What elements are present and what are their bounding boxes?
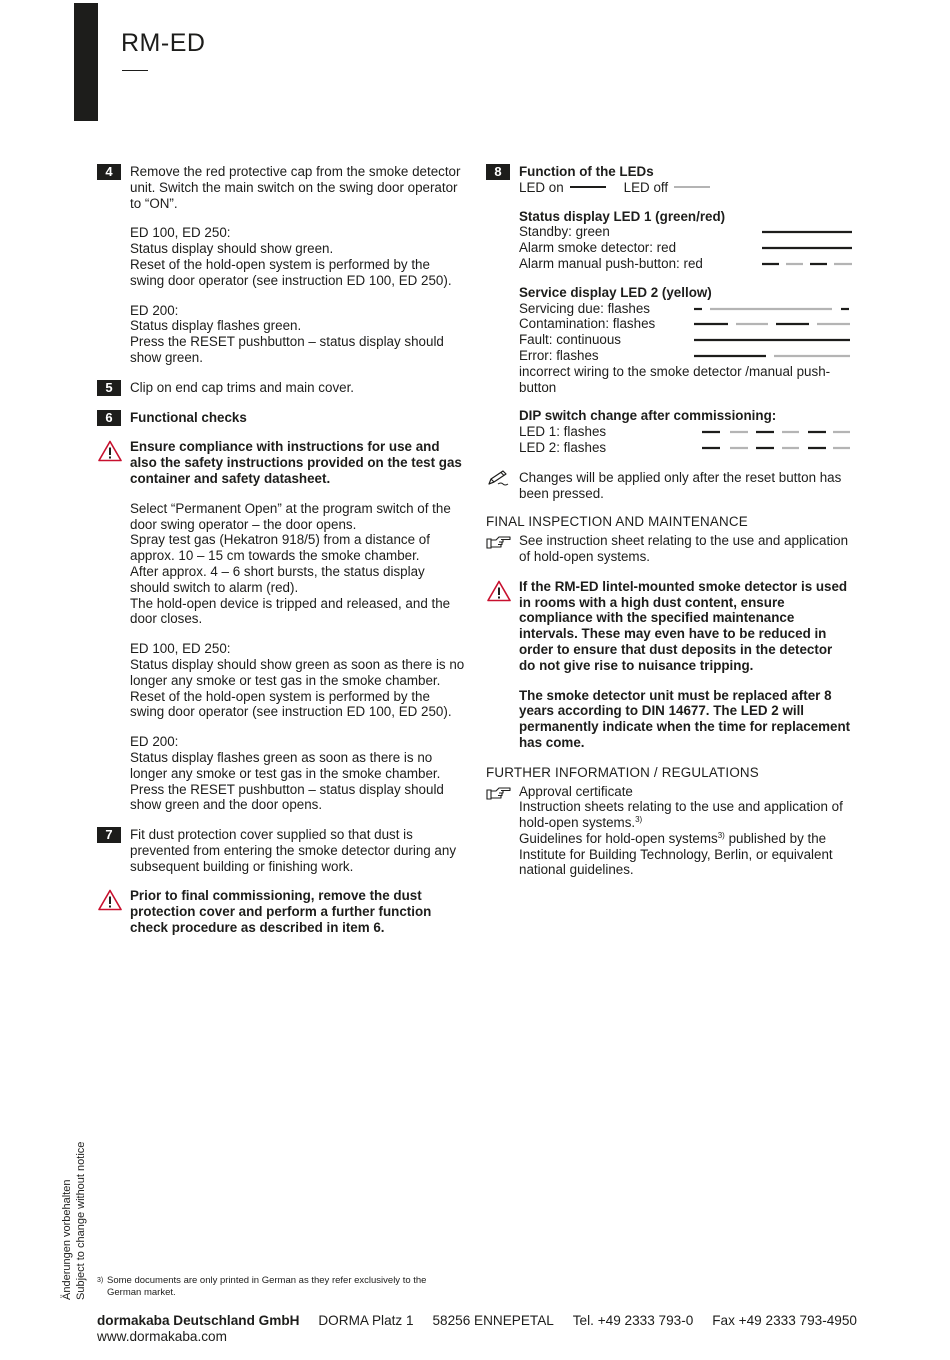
- led-pattern-servicing: [692, 301, 852, 317]
- text-line: Reset of the hold-open system is performed by the swing door operator (see instruction ED 100, ED 250).: [130, 688, 452, 720]
- step-4-ed200-note: [130, 303, 467, 366]
- warning-triangle-icon: [98, 440, 122, 462]
- step-number: 7: [97, 827, 121, 843]
- led-off-label: LED off: [623, 179, 669, 195]
- led-pattern-continuous: [692, 240, 852, 256]
- text-line: Status display flashes green as soon as there is no longer any smoke or test gas in the smoke chamber.: [130, 749, 441, 781]
- right-column: [486, 164, 852, 892]
- text-line: Status display should show green.: [130, 241, 334, 257]
- text-span: published by the Institute for Building Technology, Berlin, or equivalent national guidelines.: [519, 830, 833, 878]
- step-6-title: Functional checks: [130, 409, 247, 425]
- led-row-label: Contamination: flashes: [519, 316, 656, 332]
- step-4-ed100-note: [130, 225, 467, 288]
- text-line: Reset of the hold-open system is performed by the swing door operator (see instruction ED 100, ED 250).: [130, 256, 452, 288]
- final-inspection-reference: [486, 533, 852, 565]
- led-row-label: Error: flashes: [519, 347, 599, 363]
- guidelines-reference: [519, 831, 852, 878]
- footnote-marker: 3): [635, 815, 643, 825]
- text-line: Press the RESET pushbutton – status display should show green.: [130, 334, 444, 365]
- footnote-number: 3): [97, 1277, 104, 1284]
- led-off-line-icon: [674, 185, 710, 189]
- step-number: 4: [97, 164, 121, 180]
- led-row-contamination: [519, 316, 852, 332]
- status-display-title: Status display LED 1 (green/red): [519, 208, 726, 224]
- led-row-error: [519, 348, 852, 364]
- final-inspection-heading: FINAL INSPECTION AND MAINTENANCE: [486, 514, 748, 530]
- text-span: Guidelines for hold-open systems: [519, 830, 718, 846]
- text-line: Status display flashes green.: [130, 318, 302, 334]
- dust-warning: [486, 579, 852, 751]
- led-row-alarm-smoke: [519, 240, 852, 256]
- led-pattern-contamination: [692, 316, 852, 332]
- left-column: [97, 164, 467, 950]
- functional-check-procedure: [130, 501, 467, 627]
- step-7: [97, 827, 467, 874]
- footer: [97, 1313, 857, 1344]
- footnote: [97, 1275, 457, 1299]
- text-line: The hold-open device is tripped and released, and the door closes.: [130, 595, 451, 627]
- step-6-warning: [97, 439, 467, 486]
- city-address: 58256 ENNEPETAL: [432, 1313, 554, 1328]
- led-pattern-dip-led1: [692, 424, 852, 440]
- text-line: ED 100, ED 250:: [130, 225, 231, 241]
- step-5: [97, 380, 467, 396]
- fax: Fax +49 2333 793-4950: [712, 1313, 857, 1328]
- replacement-warning-text: The smoke detector unit must be replaced after 8 years according to DIN 14677. The LED 2 will permanently indicate when the time for replacement has come.: [519, 687, 851, 750]
- step-6: [97, 410, 467, 426]
- pointing-hand-icon: [486, 785, 512, 801]
- footer-address-row: [97, 1313, 857, 1329]
- company-name: dormakaba Deutschland GmbH: [97, 1313, 300, 1328]
- text-line: ED 200:: [130, 734, 179, 750]
- dip-switch-title: DIP switch change after commissioning:: [519, 408, 777, 424]
- led-row-dip-led1: [519, 424, 852, 440]
- dust-warning-text: If the RM-ED lintel-mounted smoke detector is used in rooms with a high dust content, ensure compliance with the specified maintenance intervals. These may even have to be reduced in order to ensure that dust deposits in the detector do not give rise to nuisance tripping.: [519, 578, 848, 673]
- text-line: After approx. 4 – 6 short bursts, the status display should switch to alarm (red).: [130, 563, 425, 595]
- led-row-label: Standby: green: [519, 224, 610, 240]
- led-row-standby: [519, 224, 852, 240]
- led-on-label: LED on: [519, 179, 564, 195]
- step-7-warning: [97, 888, 467, 935]
- warning-triangle-icon: [487, 580, 511, 602]
- pencil-icon: [486, 469, 510, 487]
- step-number: 6: [97, 410, 121, 426]
- error-explanation: incorrect wiring to the smoke detector /manual push-button: [519, 363, 831, 395]
- approval-certificate: Approval certificate: [519, 783, 633, 799]
- led-row-fault: [519, 332, 852, 348]
- led-pattern-continuous: [692, 224, 852, 240]
- led-row-label: Alarm smoke detector: red: [519, 240, 677, 256]
- led-pattern-dip-led2: [692, 440, 852, 456]
- title-underline: [122, 70, 148, 71]
- text-line: ED 100, ED 250:: [130, 641, 231, 657]
- disclaimer-en: Subject to change without notice: [75, 1141, 87, 1300]
- step-8: [486, 164, 852, 196]
- website: www.dormakaba.com: [97, 1328, 227, 1344]
- step-6-ed200-note: [130, 734, 467, 813]
- led-legend: [519, 180, 852, 196]
- text-line: Press the RESET pushbutton – status display should show green and the door opens.: [130, 781, 444, 813]
- further-info-heading: FURTHER INFORMATION / REGULATIONS: [486, 764, 759, 780]
- reset-note: [486, 470, 852, 502]
- led-tables: [486, 209, 852, 456]
- led-pattern-error: [692, 348, 852, 364]
- text-line: Select “Permanent Open” at the program switch of the door swing operator – the door opens.: [130, 500, 451, 532]
- led-pattern-continuous: [692, 332, 852, 348]
- led-row-servicing: [519, 301, 852, 317]
- reset-note-text: Changes will be applied only after the reset button has been pressed.: [519, 469, 842, 501]
- reference-text: See instruction sheet relating to the use and application of hold-open systems.: [519, 533, 849, 564]
- side-disclaimer: [60, 1120, 92, 1300]
- warning-triangle-icon: [98, 889, 122, 911]
- disclaimer-de: Änderungen vorbehalten: [61, 1179, 73, 1300]
- step-4-instruction: Remove the red protective cap from the smoke detector unit. Switch the main switch on the swing door operator to “ON”.: [130, 164, 461, 211]
- step-4: [97, 164, 467, 366]
- led-row-label: Fault: continuous: [519, 332, 621, 348]
- step-number: 8: [486, 164, 510, 180]
- led-row-dip-led2: [519, 440, 852, 456]
- document-title: RM-ED: [121, 29, 206, 57]
- led-row-label: LED 2: flashes: [519, 439, 607, 455]
- text-line: Status display should show green as soon as there is no longer any smoke or test gas in the smoke chamber.: [130, 656, 465, 688]
- warning-text: Prior to final commissioning, remove the dust protection cover and perform a further function check procedure as described in item 6.: [130, 888, 432, 936]
- text-span: Instruction sheets relating to the use and application of hold-open systems.: [519, 799, 843, 831]
- step-7-instruction: Fit dust protection cover supplied so that dust is prevented from entering the smoke detector during any subsequent building or finishing work.: [130, 827, 457, 874]
- led-row-label: Alarm manual push-button: red: [519, 255, 703, 271]
- header-black-bar: [74, 3, 98, 121]
- led-row-label: LED 1: flashes: [519, 424, 607, 440]
- text-line: Spray test gas (Hekatron 918/5) from a distance of approx. 10 – 15 cm towards the smoke chamber.: [130, 532, 430, 564]
- step-6-ed100-note: [130, 641, 467, 720]
- instruction-sheets-reference: [519, 799, 852, 831]
- step-6-body: [97, 501, 467, 813]
- led-row-alarm-manual: [519, 256, 852, 272]
- footnote-text: Some documents are only printed in German as they refer exclusively to the German market.: [107, 1275, 427, 1298]
- led-pattern-flashing: [692, 256, 852, 272]
- service-display-title: Service display LED 2 (yellow): [519, 284, 712, 300]
- led-function-title: Function of the LEDs: [519, 164, 654, 179]
- step-number: 5: [97, 380, 121, 396]
- led-on-line-icon: [570, 185, 606, 189]
- text-line: ED 200:: [130, 302, 179, 318]
- step-5-instruction: Clip on end cap trims and main cover.: [130, 379, 355, 395]
- pointing-hand-icon: [486, 534, 512, 550]
- further-info-list: [486, 784, 852, 879]
- telephone: Tel. +49 2333 793-0: [572, 1313, 694, 1328]
- warning-text: Ensure compliance with instructions for use and also the safety instructions provided on the test gas container and safety datasheet.: [130, 439, 462, 486]
- footnote-marker: 3): [717, 830, 725, 840]
- street-address: DORMA Platz 1: [318, 1313, 414, 1328]
- led-row-label: Servicing due: flashes: [519, 300, 651, 316]
